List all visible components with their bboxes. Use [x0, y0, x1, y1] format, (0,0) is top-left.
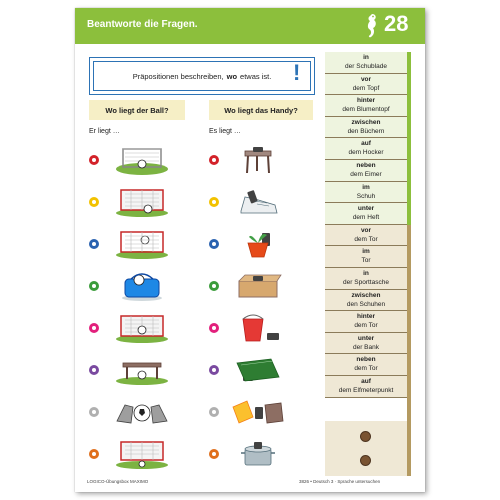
phone-behind-flowerpot-icon [231, 229, 285, 259]
answer-word[interactable] [325, 74, 407, 96]
phone-in-drawer-icon [231, 271, 285, 301]
control-dot[interactable] [360, 431, 371, 442]
answer-preposition: in [363, 270, 369, 277]
answer-object: der Sporttasche [343, 279, 389, 286]
answer-object: dem Hocker [348, 149, 384, 157]
answer-object: den Büchern [347, 127, 385, 135]
instruction-before: Präpositionen beschreiben, [132, 71, 224, 81]
answer-preposition: neben [356, 162, 376, 169]
answer-preposition: in [363, 54, 369, 61]
instruction-after: etwas ist. [240, 71, 272, 81]
dot-orange[interactable] [209, 449, 219, 459]
dot-green[interactable] [89, 281, 99, 291]
header-bar [75, 8, 425, 44]
answer-word[interactable] [325, 52, 407, 74]
ball-in-front-of-goal-icon [115, 187, 169, 217]
dot-blue[interactable] [89, 239, 99, 249]
answer-preposition: auf [361, 378, 371, 385]
phone-under-notebook-icon [231, 355, 285, 385]
answer-object: dem Tor [354, 235, 378, 243]
answer-preposition: vor [360, 226, 372, 234]
phone-in-shoe-icon [231, 187, 285, 217]
answer-preposition: vor [360, 75, 372, 83]
ball-between-shoes-icon [115, 397, 169, 427]
instruction-text [93, 61, 311, 91]
answer-word[interactable] [325, 203, 407, 225]
ball-in-goal-icon [115, 313, 169, 343]
answer-word[interactable] [325, 333, 407, 355]
answer-preposition: hinter [356, 313, 376, 321]
dot-green[interactable] [209, 281, 219, 291]
control-dot-panel [325, 421, 407, 476]
ball-under-bench-icon [115, 355, 169, 385]
page-title: Beantworte die Fragen. [87, 19, 198, 30]
answer-object: der Bank [352, 343, 380, 351]
worksheet-card [75, 8, 425, 492]
answer-preposition: zwischen [351, 291, 381, 299]
answer-word[interactable] [325, 290, 407, 312]
answer-word[interactable] [325, 376, 407, 398]
control-dot[interactable] [360, 455, 371, 466]
ball-behind-goal-icon [115, 229, 169, 259]
answer-preposition: unter [357, 334, 375, 342]
dot-red[interactable] [209, 155, 219, 165]
answer-preposition: im [362, 248, 370, 256]
dot-red[interactable] [89, 155, 99, 165]
dot-grey[interactable] [209, 407, 219, 417]
dot-orange[interactable] [89, 449, 99, 459]
dot-grey[interactable] [89, 407, 99, 417]
answer-word-column [325, 52, 407, 476]
answer-object: dem Eimer [350, 171, 382, 178]
answer-object: dem Topf [352, 84, 380, 92]
ball-at-penalty-spot-icon [115, 439, 169, 469]
answer-word[interactable] [325, 225, 407, 247]
footer-right: 3826 • Deutsch 3 · Sprache untersuchen [299, 479, 381, 484]
answer-word[interactable] [325, 268, 407, 290]
answer-object: Schuh [356, 192, 376, 200]
dot-purple[interactable] [209, 365, 219, 375]
phone-in-pot-icon [231, 439, 285, 469]
answer-object: dem Tor [354, 365, 378, 373]
instruction-box [89, 57, 315, 95]
answer-object: dem Heft [352, 214, 380, 222]
seahorse-icon [363, 12, 379, 40]
answer-preposition: zwischen [351, 118, 381, 126]
phone-next-to-bucket-icon [231, 313, 285, 343]
answer-word[interactable] [325, 138, 407, 160]
answer-word[interactable] [325, 160, 407, 182]
question-handy: Wo liegt das Handy? [209, 100, 313, 120]
answer-preposition: hinter [356, 97, 376, 105]
page-number: 28 [384, 11, 409, 36]
dot-purple[interactable] [89, 365, 99, 375]
dot-blue[interactable] [209, 239, 219, 249]
answer-word[interactable] [325, 246, 407, 268]
answer-preposition: neben [356, 356, 376, 364]
answer-word[interactable] [325, 311, 407, 333]
answer-word[interactable] [325, 354, 407, 376]
answer-word[interactable] [325, 95, 407, 117]
answer-object: dem Elfmeterpunkt [338, 387, 394, 394]
dot-pink[interactable] [209, 323, 219, 333]
answer-preposition: im [362, 183, 370, 191]
question-ball: Wo liegt der Ball? [89, 100, 185, 120]
answer-stem-ball: Er liegt … [89, 128, 120, 135]
answer-word[interactable] [325, 117, 407, 139]
answer-object: dem Tor [354, 322, 378, 330]
answer-preposition: unter [357, 205, 375, 213]
side-strip-brown [407, 225, 411, 476]
answer-preposition: auf [361, 140, 371, 148]
answer-word[interactable] [325, 182, 407, 204]
dot-yellow[interactable] [89, 197, 99, 207]
answer-object: der Schublade [345, 63, 387, 70]
dot-pink[interactable] [89, 323, 99, 333]
phone-on-stool-icon [231, 145, 285, 175]
ball-in-goal-on-grass-icon [115, 145, 169, 175]
ball-in-sports-bag-icon [115, 271, 169, 301]
phone-between-books-icon [231, 397, 285, 427]
exclamation-icon: ! [293, 60, 301, 85]
instruction-emphasis: wo [226, 71, 238, 81]
answer-object: den Schuhen [346, 300, 386, 308]
answer-object: dem Blumentopf [342, 106, 390, 114]
side-strip-green [407, 52, 411, 225]
answer-object: Tor [361, 257, 371, 265]
dot-yellow[interactable] [209, 197, 219, 207]
footer-left: LOGICO-Übungsbox MAXIMO [87, 479, 149, 484]
answer-stem-handy: Es liegt … [209, 128, 241, 135]
